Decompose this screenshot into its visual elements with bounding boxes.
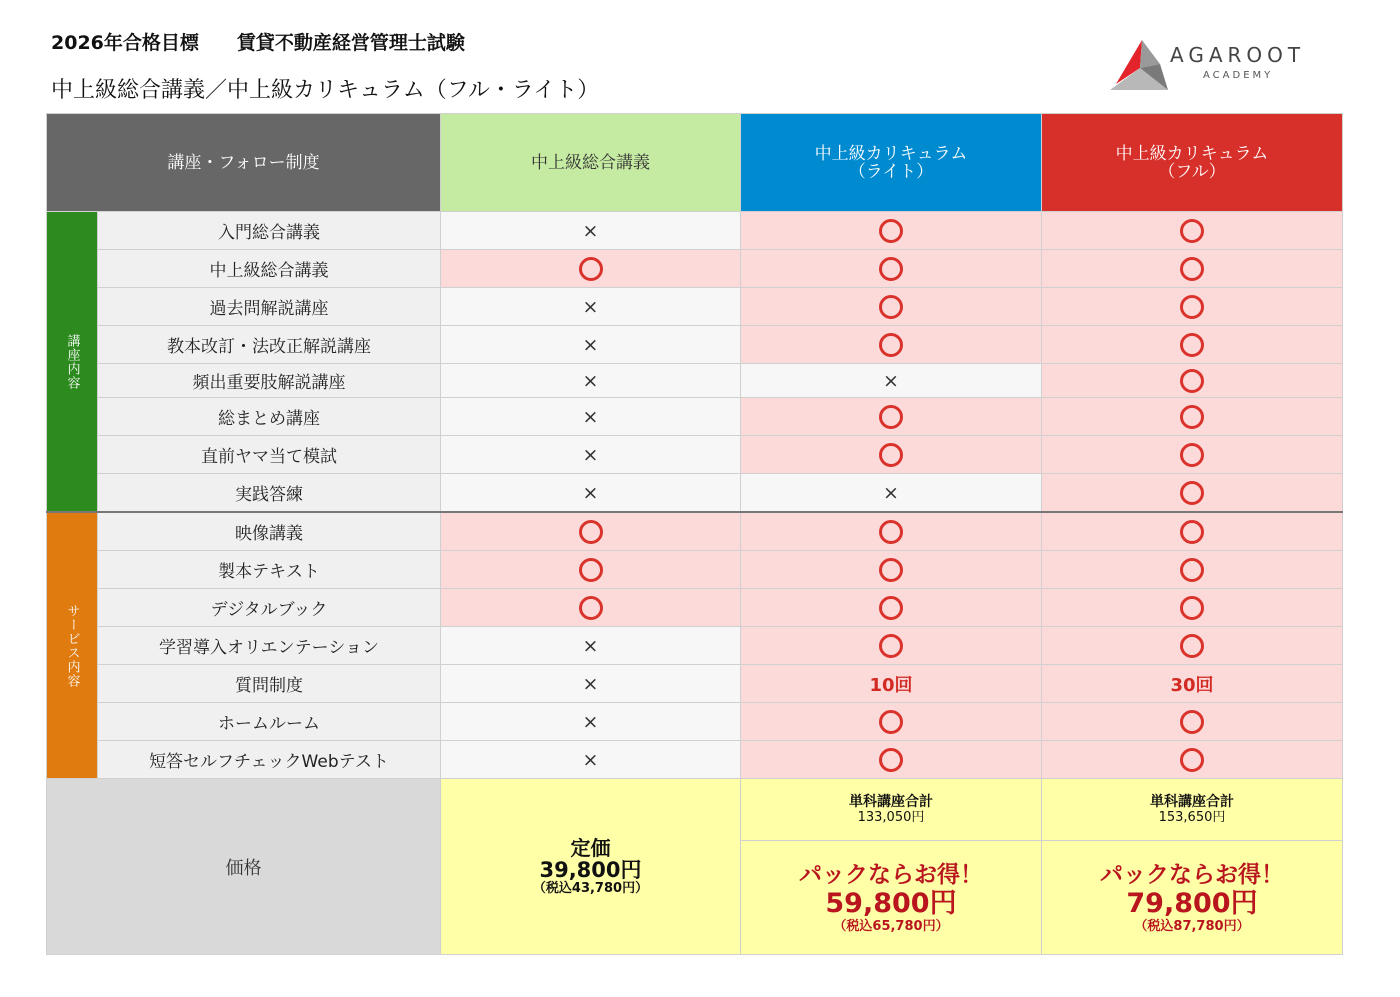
row-label: 学習導入オリエンテーション bbox=[98, 627, 441, 665]
deal-amount-full: 79,800円 bbox=[1126, 888, 1258, 919]
cross-mark: × bbox=[582, 481, 599, 504]
deal-text-full: パックならお得！ bbox=[1100, 862, 1284, 888]
table-row bbox=[47, 212, 1343, 250]
cell-c3 bbox=[1042, 741, 1343, 779]
row-label: 質問制度 bbox=[98, 665, 441, 703]
cell-c3 bbox=[1042, 589, 1343, 627]
circle-mark-icon bbox=[879, 748, 903, 772]
cell-c2 bbox=[741, 288, 1042, 326]
table-row bbox=[47, 741, 1343, 779]
circle-mark-icon bbox=[1180, 748, 1204, 772]
table-row bbox=[47, 364, 1343, 398]
cell-c1 bbox=[441, 741, 741, 779]
cross-mark: × bbox=[883, 481, 899, 504]
list-price-title: 定価 bbox=[570, 835, 611, 860]
cell-c2 bbox=[741, 326, 1042, 364]
page-heading: 2026年合格目標 賃貸不動産経営管理士試験 bbox=[51, 32, 465, 54]
circle-mark-icon bbox=[579, 520, 603, 544]
price-col-comprehensive bbox=[441, 779, 741, 955]
cell-c3 bbox=[1042, 326, 1343, 364]
cross-mark: × bbox=[582, 443, 599, 466]
header-col-light-line2: （ライト） bbox=[848, 161, 934, 182]
cell-c2 bbox=[741, 398, 1042, 436]
cell-c2 bbox=[741, 627, 1042, 665]
circle-mark-icon bbox=[1180, 333, 1204, 357]
sum-title-light: 単科講座合計 bbox=[849, 794, 933, 810]
cell-c3 bbox=[1042, 474, 1343, 513]
row-label: 製本テキスト bbox=[98, 551, 441, 589]
deal-tax-full: （税込87,780円） bbox=[1134, 919, 1250, 934]
circle-mark-icon bbox=[579, 558, 603, 582]
cross-mark: × bbox=[582, 295, 599, 318]
table-row bbox=[47, 288, 1343, 326]
deal-col-full bbox=[1042, 841, 1343, 955]
circle-mark-icon bbox=[1180, 558, 1204, 582]
sum-col-full bbox=[1042, 779, 1343, 841]
table-row bbox=[47, 474, 1343, 513]
row-label: 教本改訂・法改正解説講座 bbox=[98, 326, 441, 364]
cell-c1 bbox=[441, 627, 741, 665]
cell-c1 bbox=[441, 436, 741, 474]
table-row bbox=[47, 512, 1343, 551]
cross-mark: × bbox=[582, 369, 599, 392]
cross-mark: × bbox=[582, 405, 599, 428]
circle-mark-icon bbox=[1180, 443, 1204, 467]
cell-c1 bbox=[441, 703, 741, 741]
circle-mark-icon bbox=[879, 558, 903, 582]
deal-col-light bbox=[741, 841, 1042, 955]
logo-name: AGAROOT bbox=[1170, 43, 1306, 67]
cell-c1 bbox=[441, 512, 741, 551]
circle-mark-icon bbox=[879, 596, 903, 620]
circle-mark-icon bbox=[1180, 405, 1204, 429]
row-label: 短答セルフチェックWebテスト bbox=[98, 741, 441, 779]
circle-mark-icon bbox=[879, 257, 903, 281]
circle-mark-icon bbox=[879, 405, 903, 429]
cell-c2 bbox=[741, 474, 1042, 513]
cell-c3 bbox=[1042, 288, 1343, 326]
cell-c3 bbox=[1042, 665, 1343, 703]
cell-c2 bbox=[741, 364, 1042, 398]
cell-c1 bbox=[441, 250, 741, 288]
sum-title-full: 単科講座合計 bbox=[1150, 794, 1234, 810]
cell-c2 bbox=[741, 551, 1042, 589]
cell-c1 bbox=[441, 665, 741, 703]
row-label: 入門総合講義 bbox=[98, 212, 441, 250]
header-col-full-line2: （フル） bbox=[1158, 161, 1226, 182]
circle-mark-icon bbox=[1180, 710, 1204, 734]
deal-amount-light: 59,800円 bbox=[825, 888, 957, 919]
circle-mark-icon bbox=[1180, 369, 1204, 393]
cell-c3 bbox=[1042, 551, 1343, 589]
table-row bbox=[47, 703, 1343, 741]
header-col-comprehensive: 中上級総合講義 bbox=[441, 114, 741, 212]
circle-mark-icon bbox=[879, 634, 903, 658]
question-count: 10回 bbox=[869, 674, 913, 696]
table-row bbox=[47, 589, 1343, 627]
agaroot-logo bbox=[1110, 38, 1320, 98]
comparison-table bbox=[46, 113, 1343, 955]
cell-c3 bbox=[1042, 250, 1343, 288]
circle-mark-icon bbox=[879, 520, 903, 544]
cell-c1 bbox=[441, 364, 741, 398]
circle-mark-icon bbox=[1180, 634, 1204, 658]
cell-c3 bbox=[1042, 212, 1343, 250]
circle-mark-icon bbox=[879, 443, 903, 467]
cross-mark: × bbox=[582, 710, 599, 733]
cell-c3 bbox=[1042, 512, 1343, 551]
table-row bbox=[47, 398, 1343, 436]
table-row bbox=[47, 436, 1343, 474]
circle-mark-icon bbox=[1180, 219, 1204, 243]
table-row bbox=[47, 326, 1343, 364]
cell-c2 bbox=[741, 512, 1042, 551]
cell-c2 bbox=[741, 250, 1042, 288]
list-price-amount: 39,800円 bbox=[539, 857, 642, 882]
header-col-full-line1: 中上級カリキュラム bbox=[1115, 143, 1269, 164]
row-label: 中上級総合講義 bbox=[98, 250, 441, 288]
row-label: 映像講義 bbox=[98, 512, 441, 551]
row-label: ホームルーム bbox=[98, 703, 441, 741]
cell-c1 bbox=[441, 398, 741, 436]
table-row bbox=[47, 627, 1343, 665]
circle-mark-icon bbox=[579, 596, 603, 620]
row-label: 実践答練 bbox=[98, 474, 441, 513]
row-label: 直前ヤマ当て模試 bbox=[98, 436, 441, 474]
cell-c3 bbox=[1042, 627, 1343, 665]
circle-mark-icon bbox=[1180, 520, 1204, 544]
question-count: 30回 bbox=[1170, 674, 1214, 696]
table-row bbox=[47, 665, 1343, 703]
cell-c1 bbox=[441, 589, 741, 627]
circle-mark-icon bbox=[1180, 257, 1204, 281]
cross-mark: × bbox=[582, 333, 599, 356]
cross-mark: × bbox=[883, 369, 899, 392]
row-label: 頻出重要肢解説講座 bbox=[98, 364, 441, 398]
cell-c2 bbox=[741, 436, 1042, 474]
sum-value-full: 153,650円 bbox=[1158, 810, 1226, 825]
cross-mark: × bbox=[582, 672, 599, 695]
cell-c2 bbox=[741, 741, 1042, 779]
cell-c1 bbox=[441, 474, 741, 513]
circle-mark-icon bbox=[879, 710, 903, 734]
row-label: 過去問解説講座 bbox=[98, 288, 441, 326]
cell-c3 bbox=[1042, 703, 1343, 741]
logo-triangle-icon bbox=[1110, 38, 1170, 94]
cell-c2 bbox=[741, 665, 1042, 703]
cell-c3 bbox=[1042, 364, 1343, 398]
cell-c3 bbox=[1042, 398, 1343, 436]
circle-mark-icon bbox=[1180, 481, 1204, 505]
cell-c2 bbox=[741, 589, 1042, 627]
price-label: 価格 bbox=[47, 779, 441, 955]
circle-mark-icon bbox=[879, 295, 903, 319]
circle-mark-icon bbox=[579, 257, 603, 281]
cell-c3 bbox=[1042, 436, 1343, 474]
circle-mark-icon bbox=[1180, 295, 1204, 319]
cell-c1 bbox=[441, 551, 741, 589]
header-col-light-line1: 中上級カリキュラム bbox=[814, 143, 968, 164]
category-service: サービス内容 bbox=[47, 512, 98, 779]
circle-mark-icon bbox=[1180, 596, 1204, 620]
cross-mark: × bbox=[582, 634, 599, 657]
cell-c2 bbox=[741, 703, 1042, 741]
sum-col-light bbox=[741, 779, 1042, 841]
list-price-tax: （税込43,780円） bbox=[532, 880, 649, 896]
sum-value-light: 133,050円 bbox=[857, 810, 925, 825]
cross-mark: × bbox=[582, 219, 599, 242]
header-col-full bbox=[1042, 114, 1343, 212]
cell-c1 bbox=[441, 288, 741, 326]
deal-text-light: パックならお得！ bbox=[799, 862, 983, 888]
table-row bbox=[47, 551, 1343, 589]
circle-mark-icon bbox=[879, 219, 903, 243]
deal-tax-light: （税込65,780円） bbox=[833, 919, 949, 934]
logo-subtitle: ACADEMY bbox=[1203, 70, 1274, 81]
page-subheading: 中上級総合講義／中上級カリキュラム（フル・ライト） bbox=[51, 78, 600, 103]
circle-mark-icon bbox=[879, 333, 903, 357]
row-label: デジタルブック bbox=[98, 589, 441, 627]
cell-c1 bbox=[441, 212, 741, 250]
cell-c1 bbox=[441, 326, 741, 364]
header-label: 講座・フォロー制度 bbox=[47, 114, 441, 212]
category-course: 講座内容 bbox=[47, 212, 98, 513]
header-col-light bbox=[741, 114, 1042, 212]
cell-c2 bbox=[741, 212, 1042, 250]
table-row bbox=[47, 250, 1343, 288]
cross-mark: × bbox=[582, 748, 599, 771]
row-label: 総まとめ講座 bbox=[98, 398, 441, 436]
